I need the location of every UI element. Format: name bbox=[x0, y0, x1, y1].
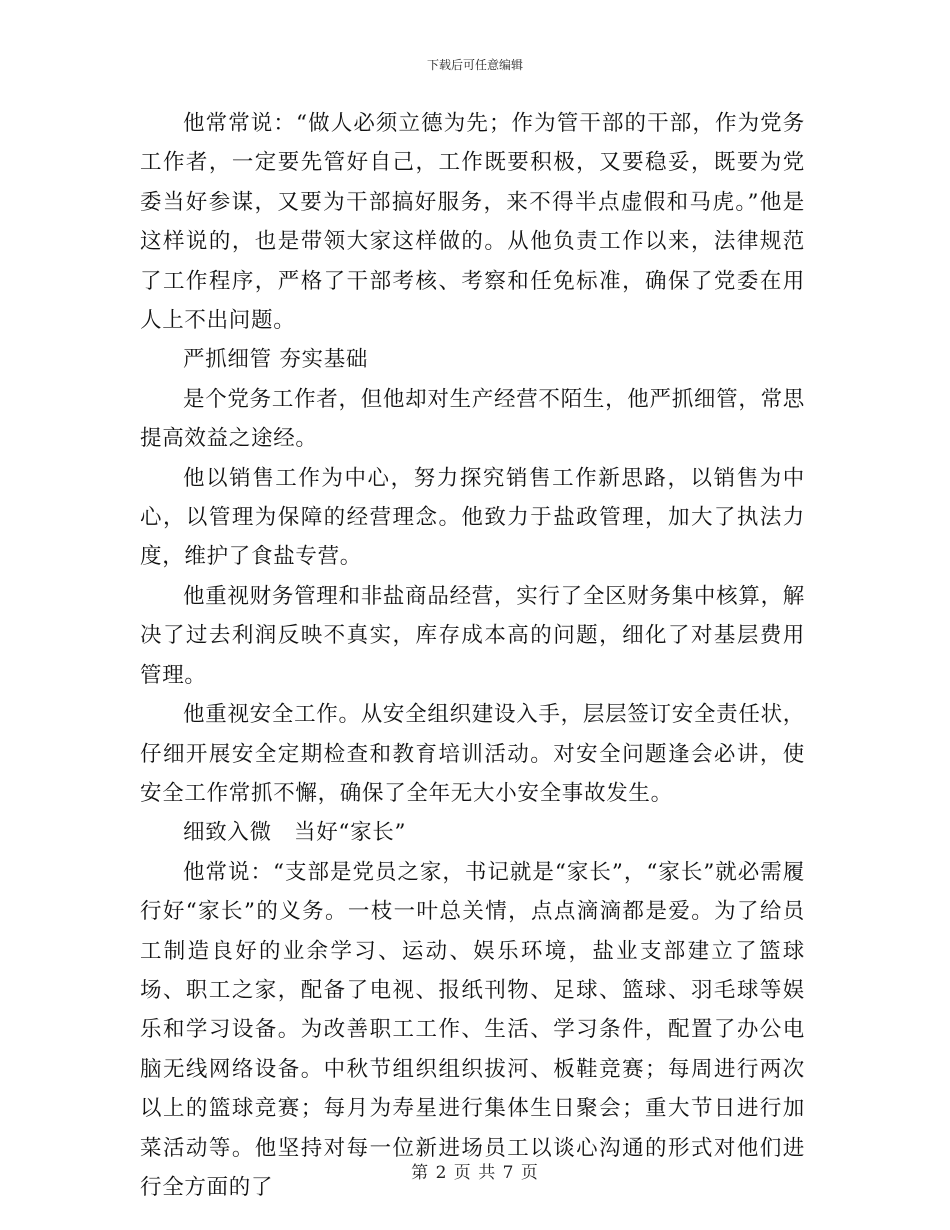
page-header: 下载后可任意编辑 bbox=[426, 58, 523, 72]
paragraph-4: 他重视财务管理和非盐商品经营，实行了全区财务集中核算，解决了过去利润反映不真实，库存成本高的问题，细化了对基层费用管理。 bbox=[140, 583, 805, 688]
section-heading-1: 严抓细管 夯实基础 bbox=[183, 347, 369, 373]
paragraph-3: 他以销售工作为中心，努力探究销售工作新思路，以销售为中心，以管理为保障的经营理念。他致力于盐政管理，加大了执法力度，维护了食盐专营。 bbox=[140, 465, 805, 570]
paragraph-5: 他重视安全工作。从安全组织建设入手，层层签订安全责任状，仔细开展安全定期检查和教育培训活动。对安全问题逢会必讲，使安全工作常抓不懈，确保了全年无大小安全事故发生。 bbox=[140, 702, 805, 806]
page-number-footer: 第 2 页 共 7 页 bbox=[411, 1163, 539, 1183]
paragraph-1: 他常常说：“做人必须立德为先；作为管干部的干部，作为党务工作者，一定要先管好自己，工作既要积极，又要稳妥，既要为党委当好参谋，又要为干部搞好服务，来不得半点虚假和马虎。”他是这样说的，也是带领大家这样做的。从他负责工作以来，法律规范了工作程序，严格了干部考核、考察和任免标准，确保了党委在用人上不出问题。 bbox=[140, 111, 805, 334]
document-body bbox=[140, 104, 805, 1207]
section-heading-2: 细致入微 当好“家长” bbox=[183, 820, 407, 846]
paragraph-2: 是个党务工作者，但他却对生产经营不陌生，他严抓细管，常思提高效益之途经。 bbox=[140, 386, 805, 452]
paragraph-6: 他常说：“支部是党员之家，书记就是“家长”，“家长”就必需履行好“家长”的义务。一枝一叶总关情，点点滴滴都是爱。为了给员工制造良好的业余学习、运动、娱乐环境，盐业支部建立了篮球场、职工之家，配备了电视、报纸刊物、足球、篮球、羽毛球等娱乐和学习设备。为改善职工工作、生活、学习条件，配置了办公电脑无线网络设备。中秋节组织组织拔河、板鞋竞赛；每周进行两次以上的篮球竞赛；每月为寿星进行集体生日聚会；重大节日进行加菜活动等。他坚持对每一位新进场员工以谈心沟通的形式对他们进行全方面的了 bbox=[140, 859, 805, 1200]
